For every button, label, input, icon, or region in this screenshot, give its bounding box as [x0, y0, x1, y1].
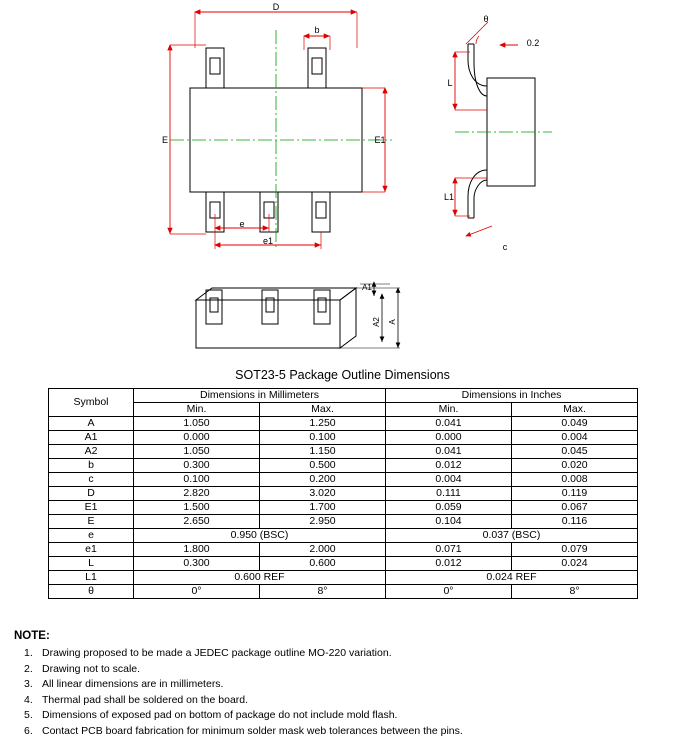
cell-in-max: 0.024 [512, 557, 638, 571]
note-text: Thermal pad shall be soldered on the board. [42, 693, 249, 706]
cell-mm-min: 1.800 [134, 543, 260, 557]
table-row [49, 585, 638, 599]
note-text: Drawing proposed to be made a JEDEC package outline MO-220 variation. [42, 647, 392, 659]
table-row [49, 487, 638, 501]
cell-mm-min: 0.300 [134, 557, 260, 571]
cell-mm-min: 0° [134, 585, 260, 599]
side-view [444, 14, 552, 252]
note-item [14, 709, 674, 721]
cell-mm-span: 0.600 REF [134, 571, 386, 585]
note-number: 2. [24, 662, 33, 675]
cell-mm-min: 0.300 [134, 459, 260, 473]
cell-in-min: 0.111 [386, 487, 512, 501]
cell-symbol: θ [49, 585, 134, 599]
col-header-in-min: Min. [386, 403, 512, 417]
notes-section [14, 630, 674, 740]
cell-mm-span: 0.950 (BSC) [134, 529, 386, 543]
note-number: 6. [24, 724, 33, 737]
cell-symbol: A [49, 417, 134, 431]
cell-in-max: 0.008 [512, 473, 638, 487]
dim-label-e: e [239, 219, 245, 229]
cell-in-min: 0.071 [386, 543, 512, 557]
note-text: Dimensions of exposed pad on bottom of package do not include mold flash. [42, 709, 398, 721]
dim-label-L1: L1 [443, 192, 455, 202]
cell-symbol: L [49, 557, 134, 571]
cell-in-min: 0.012 [386, 459, 512, 473]
dimensions-table [48, 388, 638, 599]
cell-mm-min: 0.000 [134, 431, 260, 445]
table-row [49, 473, 638, 487]
cell-in-max: 8° [512, 585, 638, 599]
cell-in-min: 0.041 [386, 445, 512, 459]
note-item [14, 678, 674, 690]
cell-symbol: E [49, 515, 134, 529]
cell-in-max: 0.045 [512, 445, 638, 459]
table-row [49, 501, 638, 515]
table-row [49, 431, 638, 445]
table-row [49, 445, 638, 459]
table-row [49, 417, 638, 431]
table-row [49, 571, 638, 585]
dim-label-E1: E1 [374, 135, 386, 145]
note-number: 5. [24, 709, 33, 721]
cell-in-min: 0° [386, 585, 512, 599]
table-row [49, 459, 638, 473]
front-view [196, 282, 400, 348]
notes-list [14, 647, 674, 737]
cell-in-max: 0.079 [512, 543, 638, 557]
cell-mm-max: 0.200 [260, 473, 386, 487]
cell-symbol: E1 [49, 501, 134, 515]
cell-in-max: 0.067 [512, 501, 638, 515]
cell-mm-max: 0.600 [260, 557, 386, 571]
dim-label-D: D [272, 2, 280, 12]
note-item [14, 663, 674, 675]
dim-label-theta: θ [483, 14, 489, 24]
cell-mm-min: 0.100 [134, 473, 260, 487]
col-header-in-group: Dimensions in Inches [386, 389, 638, 403]
notes-title: NOTE: [14, 630, 50, 642]
cell-in-span: 0.024 REF [386, 571, 638, 585]
cell-symbol: e1 [49, 543, 134, 557]
cell-symbol: A1 [49, 431, 134, 445]
cell-in-min: 0.000 [386, 431, 512, 445]
cell-symbol: b [49, 459, 134, 473]
note-number: 4. [24, 693, 33, 706]
note-text: Drawing not to scale. [42, 662, 141, 675]
cell-in-max: 0.116 [512, 515, 638, 529]
note-text: All linear dimensions are in millimeters. [42, 678, 224, 690]
dim-label-e1: e1 [262, 236, 274, 246]
cell-in-min: 0.012 [386, 557, 512, 571]
cell-mm-min: 1.050 [134, 417, 260, 431]
dim-label-b: b [314, 25, 320, 35]
cell-symbol: L1 [49, 571, 134, 585]
cell-mm-max: 0.500 [260, 459, 386, 473]
table-row [49, 557, 638, 571]
cell-mm-max: 1.150 [260, 445, 386, 459]
note-item [14, 647, 674, 659]
note-number: 3. [24, 678, 33, 690]
cell-mm-max: 2.000 [260, 543, 386, 557]
col-header-mm-min: Min. [134, 403, 260, 417]
cell-mm-max: 8° [260, 585, 386, 599]
cell-mm-max: 1.700 [260, 501, 386, 515]
cell-symbol: e [49, 529, 134, 543]
dimensions-table-body [49, 417, 638, 599]
cell-mm-max: 2.950 [260, 515, 386, 529]
dim-label-A: A [388, 319, 397, 325]
cell-mm-min: 2.820 [134, 487, 260, 501]
cell-in-max: 0.004 [512, 431, 638, 445]
cell-symbol: c [49, 473, 134, 487]
cell-in-min: 0.104 [386, 515, 512, 529]
cell-mm-max: 3.020 [260, 487, 386, 501]
col-header-in-max: Max. [512, 403, 638, 417]
dim-label-E: E [161, 135, 169, 145]
table-row [49, 529, 638, 543]
cell-mm-max: 1.250 [260, 417, 386, 431]
cell-mm-max: 0.100 [260, 431, 386, 445]
note-number: 1. [24, 647, 33, 659]
cell-in-span: 0.037 (BSC) [386, 529, 638, 543]
cell-mm-min: 1.500 [134, 501, 260, 515]
cell-in-min: 0.004 [386, 473, 512, 487]
cell-in-min: 0.059 [386, 501, 512, 515]
cell-in-min: 0.041 [386, 417, 512, 431]
cell-in-max: 0.020 [512, 459, 638, 473]
dimensions-table-wrap [48, 388, 637, 599]
col-header-mm-max: Max. [260, 403, 386, 417]
col-header-symbol: Symbol [49, 389, 134, 417]
table-row [49, 543, 638, 557]
cell-in-max: 0.049 [512, 417, 638, 431]
dim-label-L: L [447, 78, 453, 88]
cell-symbol: D [49, 487, 134, 501]
dim-label-c: c [502, 242, 508, 252]
drawing-caption: SOT23-5 Package Outline Dimensions [235, 368, 450, 382]
cell-mm-min: 1.050 [134, 445, 260, 459]
note-item [14, 694, 674, 706]
dim-label-A1: A1 [362, 283, 372, 292]
cell-in-max: 0.119 [512, 487, 638, 501]
col-header-mm-group: Dimensions in Millimeters [134, 389, 386, 403]
dim-label-A2: A2 [372, 317, 381, 327]
cell-symbol: A2 [49, 445, 134, 459]
note-text: Contact PCB board fabrication for minimum solder mask web tolerances between the pins. [42, 724, 463, 737]
table-row [49, 515, 638, 529]
top-view [162, 2, 392, 250]
cell-mm-min: 2.650 [134, 515, 260, 529]
dim-label-0-2: 0.2 [526, 38, 540, 48]
note-item [14, 725, 674, 737]
